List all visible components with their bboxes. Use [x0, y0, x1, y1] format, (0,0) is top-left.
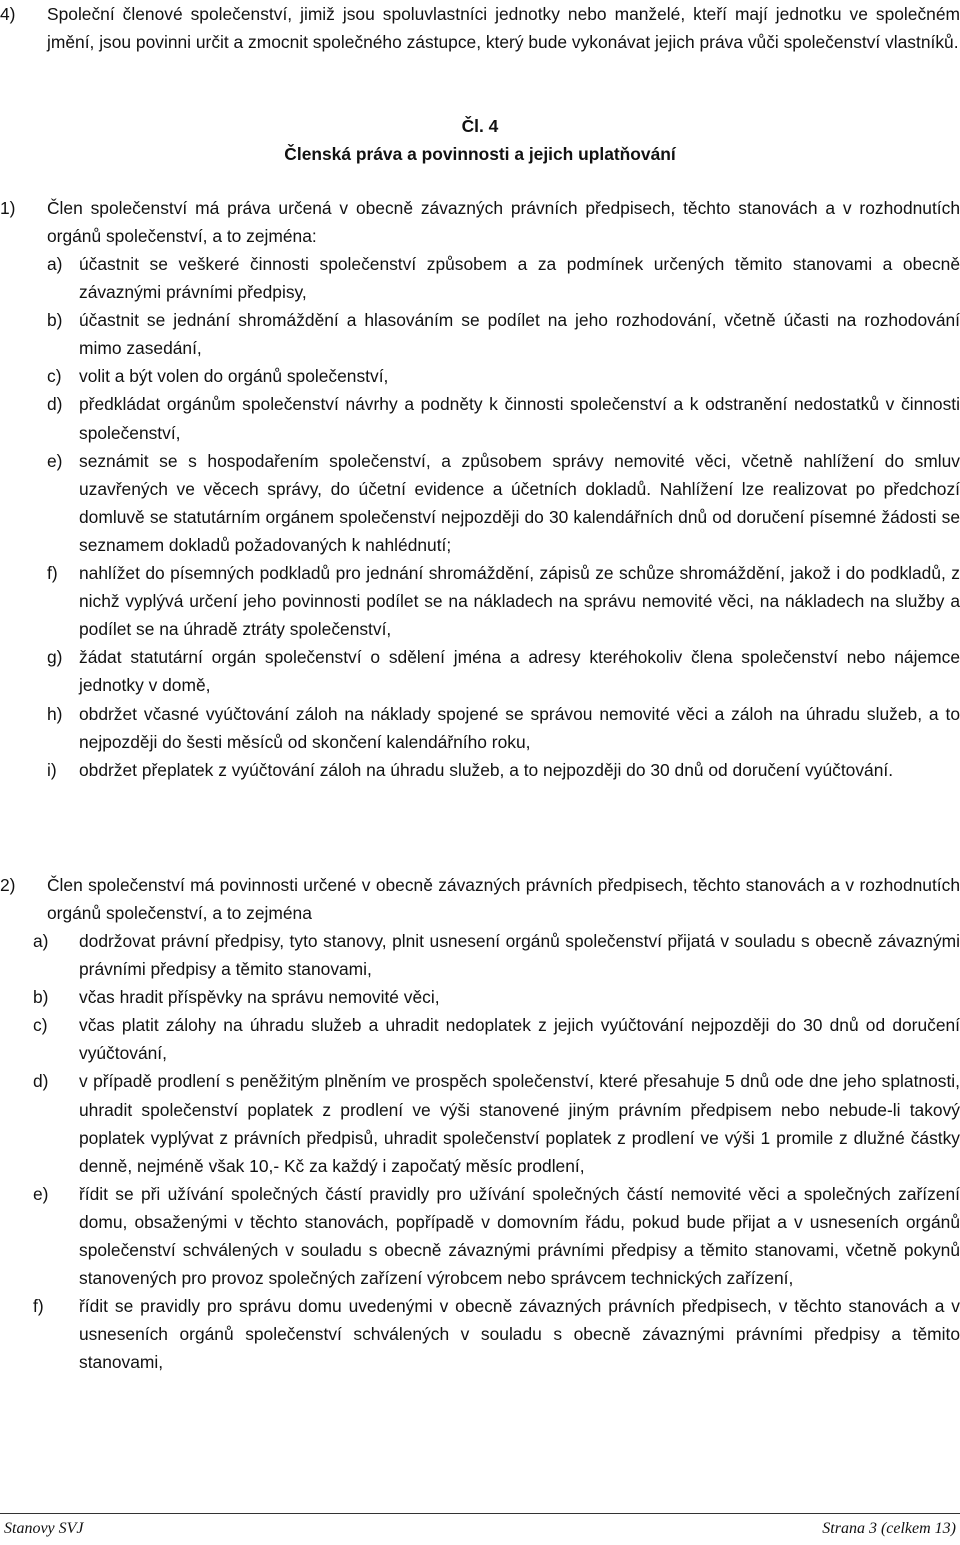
footer-document-name: Stanovy SVJ [4, 1520, 84, 1537]
footer-page-number: Strana 3 (celkem 13) [822, 1520, 956, 1537]
list-item [0, 559, 960, 643]
list-item-text: žádat statutární orgán společenství o sdělení jména a adresy kteréhokoliv člena společenství nebo nájemce jednotky v domě, [79, 647, 960, 696]
section-2 [0, 871, 960, 927]
list-item [0, 1292, 960, 1376]
list-letter: e) [47, 450, 63, 471]
list-letter: f) [33, 1296, 44, 1317]
list-item [0, 700, 960, 756]
list-item-text: včas hradit příspěvky na správu nemovité věci, [79, 987, 440, 1008]
list-item-text: seznámit se s hospodařením společenství, a způsobem správy nemovité věci, včetně nahlížení do smluv uzavřených ve věcech správy, do účetní evidence a účetních dokladů. Nahlížení lze realizovat po předchozí domluvě se statutárním orgánem společenství nejpozději do 30 kalendářních dnů od doručení písemné žádosti se seznamem dokladů požadovaných k nahlédnutí; [79, 450, 960, 555]
list-item [0, 1011, 960, 1067]
list-item [0, 643, 960, 699]
list-item-text: v případě prodlení s peněžitým plněním ve prospěch společenství, které přesahuje 5 dnů ode dne jeho splatnosti, uhradit společenství poplatek z prodlení ve výši stanovené jiným právním předpisem nebo nebude-li takový poplatek vyplývat z právních předpisů, uhradit společenství poplatek z prodlení ve výši 1 promile z dlužné částky denně, nejméně však 10,- Kč za každý i započatý měsíc prodlení, [79, 1071, 960, 1176]
list-letter: c) [33, 1015, 48, 1036]
list-letter: h) [47, 703, 63, 724]
article-title: Členská práva a povinnosti a jejich uplatňování [284, 144, 676, 164]
list-item-text: obdržet přeplatek z vyúčtování záloh na úhradu služeb, a to nejpozději do 30 dnů od doručení vyúčtování. [79, 759, 894, 780]
list-item [0, 1180, 960, 1292]
list-letter: f) [47, 563, 58, 584]
section-number: 1) [0, 198, 16, 218]
list-item [0, 447, 960, 559]
list-letter: i) [47, 759, 57, 780]
list-letter: b) [47, 310, 63, 331]
footer-divider [0, 1513, 960, 1514]
list-letter: d) [33, 1071, 49, 1092]
section-number: 2) [0, 875, 16, 895]
list-item [0, 1067, 960, 1179]
article-number: Čl. 4 [461, 116, 499, 136]
section-2-list [0, 927, 960, 1377]
list-item [0, 250, 960, 306]
list-item-text: dodržovat právní předpisy, tyto stanovy, plnit usnesení orgánů společenství přijatá v souladu s obecně závaznými právními předpisy a těmito stanovami, [79, 931, 960, 980]
list-letter: b) [33, 987, 49, 1008]
list-letter: d) [47, 394, 63, 415]
list-item-text: účastnit se jednání shromáždění a hlasováním se podílet na jeho rozhodování, včetně účasti na rozhodování mimo zasedání, [79, 310, 960, 359]
list-item-text: volit a být volen do orgánů společenství, [79, 366, 389, 387]
paragraph-number: 4) [0, 4, 16, 24]
list-item-text: řídit se pravidly pro správu domu uvedenými v obecně závazných právních předpisech, v těchto stanovách a v usneseních orgánů společenství schválených v souladu s obecně závaznými právními předpisy a těmito stanovami, [79, 1296, 960, 1373]
list-item [0, 390, 960, 446]
list-item [0, 756, 960, 784]
section-1-list [0, 250, 960, 784]
paragraph-4 [0, 0, 960, 56]
list-letter: e) [33, 1183, 49, 1204]
list-item-text: včas platit zálohy na úhradu služeb a uhradit nedoplatek z jejich vyúčtování nejpozději do 30 dnů od doručení vyúčtování, [79, 1015, 960, 1064]
section-1 [0, 194, 960, 250]
list-letter: a) [47, 254, 63, 274]
list-item-text: nahlížet do písemných podkladů pro jednání shromáždění, zápisů ze schůze shromáždění, jakož i do podkladů, z nichž vyplývá určení jeho povinnosti podílet se na nákladech na správu nemovité věci, na nákladech na služby a podílet se na úhradě ztráty společenství, [79, 563, 960, 640]
list-item-text: účastnit se veškeré činnosti společenství způsobem a za podmínek určených těmito stanovami a obecně závaznými právními předpisy, [79, 254, 960, 303]
list-item [0, 983, 960, 1011]
list-item [0, 306, 960, 362]
section-intro-text: Člen společenství má povinnosti určené v obecně závazných právních předpisech, těchto stanovách a v rozhodnutích orgánů společenství, a to zejména [47, 875, 960, 924]
list-item [0, 927, 960, 983]
list-item-text: obdržet včasné vyúčtování záloh na náklady spojené se správou nemovité věci a záloh na úhradu služeb, a to nejpozději do šesti měsíců od skončení kalendářního roku, [79, 703, 960, 752]
list-item-text: předkládat orgánům společenství návrhy a podněty k činnosti společenství a k odstranění nedostatků v činnosti společenství, [79, 394, 960, 443]
list-letter: g) [47, 647, 63, 668]
list-letter: a) [33, 931, 49, 951]
section-intro-text: Člen společenství má práva určená v obecně závazných právních předpisech, těchto stanovách a v rozhodnutích orgánů společenství, a to zejména: [47, 198, 960, 247]
list-letter: c) [47, 366, 62, 387]
list-item-text: řídit se při užívání společných částí pravidly pro užívání společných částí nemovité věci a společných zařízení domu, obsaženými v těchto stanovách, popřípadě v domovním řádu, pokud bude přijat a v usneseních orgánů společenství schválených v souladu s obecně závaznými právními předpisy a těmito stanovami, včetně pokynů stanovených pro provoz společných zařízení výrobcem nebo správcem technických zařízení, [79, 1183, 960, 1289]
paragraph-text: Společní členové společenství, jimiž jsou spoluvlastníci jednotky nebo manželé, kteří mají jednotku ve společném jmění, jsou povinni určit a zmocnit společného zástupce, který bude vykonávat jejich práva vůči společenství vlastníků. [47, 4, 960, 53]
list-item [0, 362, 960, 390]
